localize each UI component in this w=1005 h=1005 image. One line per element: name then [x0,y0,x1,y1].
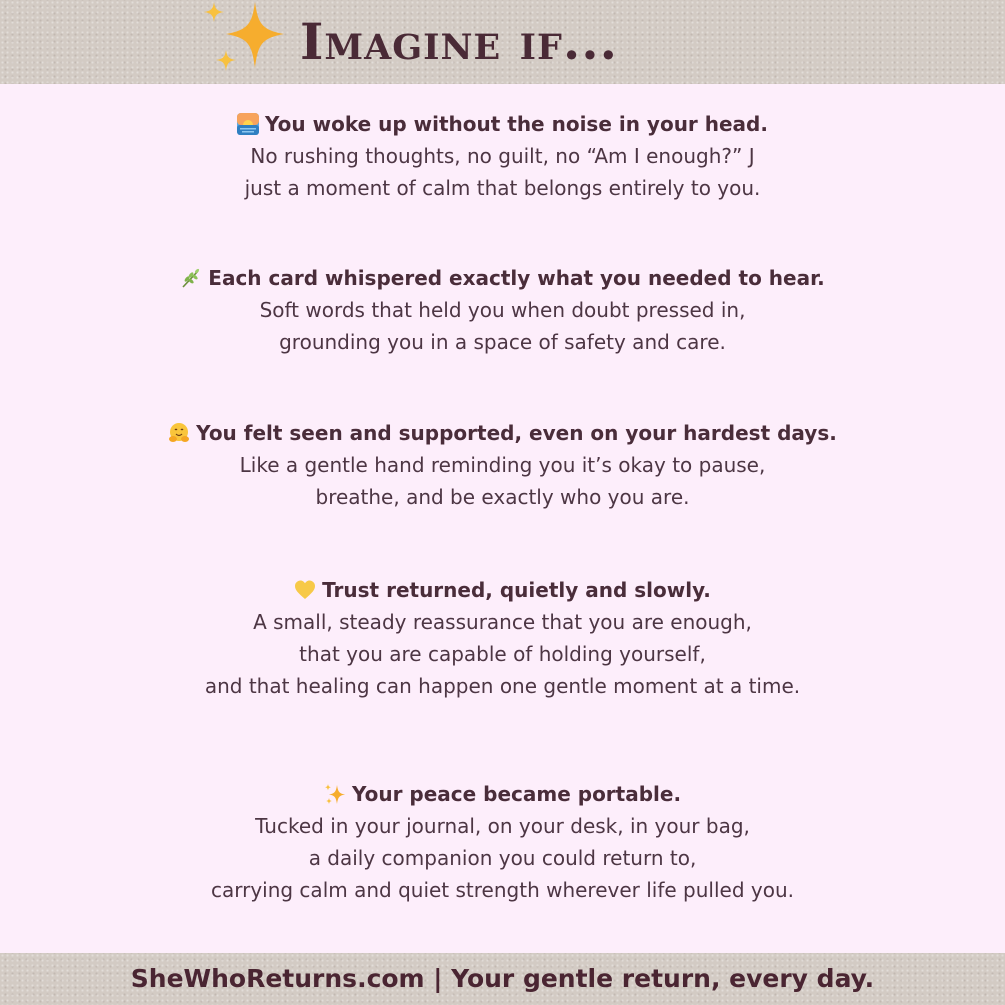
block-title: Each card whispered exactly what you needed to hear. [208,266,825,290]
block-title: You felt seen and supported, even on your hardest days. [196,421,837,445]
block-line: a daily companion you could return to, [308,846,697,870]
affirmation-block [0,417,1005,513]
page-title: Imagine if... [300,12,619,71]
block-line: No rushing thoughts, no guilt, no “Am I enough?” J [250,144,755,168]
affirmation-block [0,262,1005,358]
affirmation-block [0,778,1005,906]
footer-tagline: SheWhoReturns.com | Your gentle return, every day. [130,964,875,993]
sparkles-icon [200,0,290,80]
block-heading [0,108,1005,140]
block-line: breathe, and be exactly who you are. [315,485,690,509]
block-line: Tucked in your journal, on your desk, in your bag, [255,814,750,838]
footer-banner [0,953,1005,1005]
block-title: Your peace became portable. [351,782,682,806]
affirmation-block [0,108,1005,204]
affirmation-block [0,574,1005,702]
block-line: carrying calm and quiet strength wherever life pulled you. [210,878,795,902]
block-line: grounding you in a space of safety and care. [279,330,726,354]
block-heading [0,574,1005,606]
herb-icon [180,267,202,289]
block-heading [0,778,1005,810]
content-area [0,84,1005,953]
block-line: that you are capable of holding yourself, [299,642,706,666]
block-heading [0,262,1005,294]
block-line: just a moment of calm that belongs entirely to you. [244,176,761,200]
hugging-face-icon [168,422,190,444]
header-banner [0,0,1005,84]
block-heading [0,417,1005,449]
block-line: Like a gentle hand reminding you it’s okay to pause, [239,453,766,477]
block-title: Trust returned, quietly and slowly. [322,578,711,602]
sunrise-icon [237,113,259,135]
block-line: and that healing can happen one gentle moment at a time. [204,674,801,698]
block-line: A small, steady reassurance that you are enough, [253,610,752,634]
block-line: Soft words that held you when doubt pressed in, [259,298,746,322]
yellow-heart-icon [294,579,316,601]
block-title: You woke up without the noise in your head. [265,112,768,136]
sparkles-icon [324,783,346,805]
